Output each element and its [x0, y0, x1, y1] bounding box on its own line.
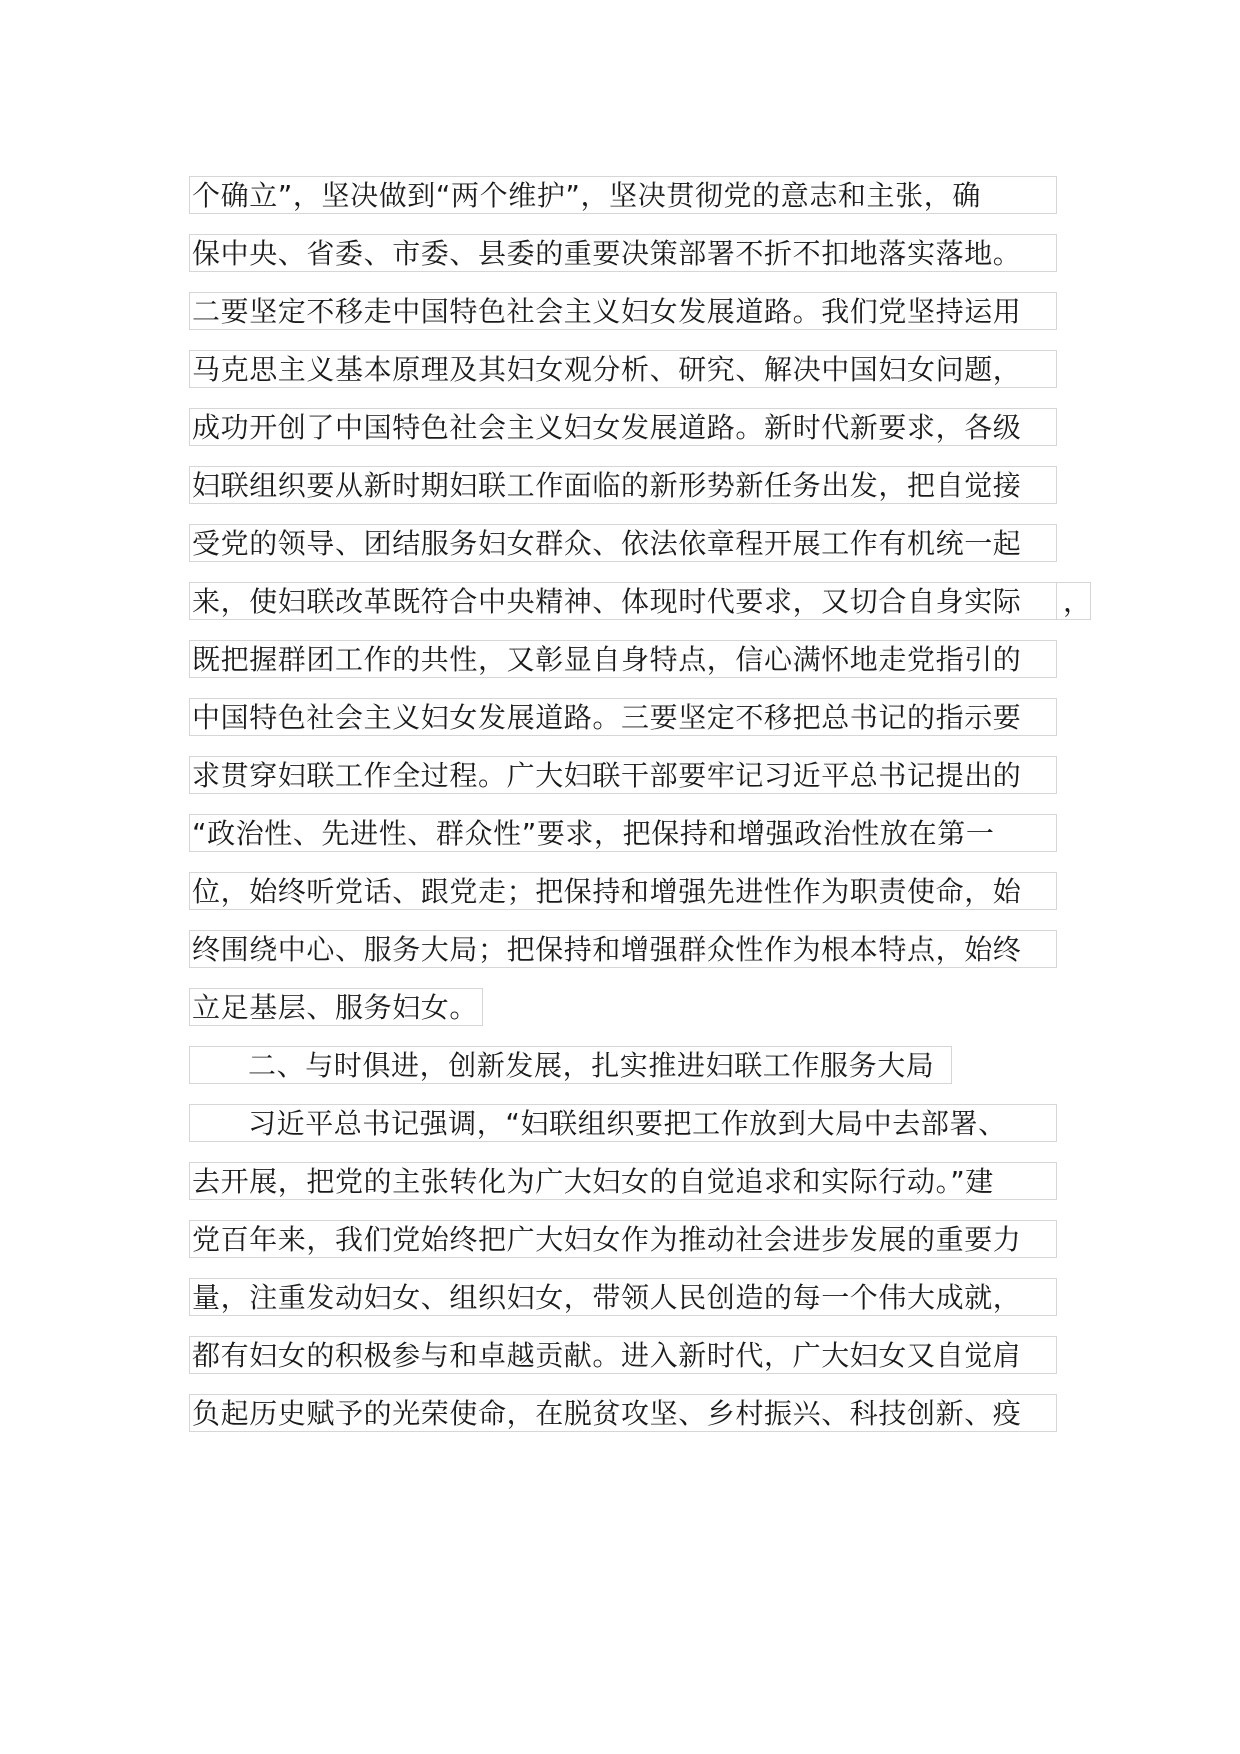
text-line-19: 党百年来，我们党始终把广大妇女作为推动社会进步发展的重要力	[189, 1220, 1057, 1258]
text-line-17: 习近平总书记强调，“妇联组织要把工作放到大局中去部署、	[189, 1104, 1057, 1142]
text-line-11: 求贯穿妇联工作全过程。广大妇联干部要牢记习近平总书记提出的	[189, 756, 1057, 794]
text-line-18: 去开展，把党的主张转化为广大妇女的自觉追求和实际行动。”建	[189, 1162, 1057, 1200]
text-line-5: 成功开创了中国特色社会主义妇女发展道路。新时代新要求，各级	[189, 408, 1057, 446]
text-line-12: “政治性、先进性、群众性”要求，把保持和增强政治性放在第一	[189, 814, 1057, 852]
text-line-14: 终围绕中心、服务大局；把保持和增强群众性作为根本特点，始终	[189, 930, 1057, 968]
text-line-2: 保中央、省委、市委、县委的重要决策部署不折不扣地落实落地。	[189, 234, 1057, 272]
text-line-20: 量，注重发动妇女、组织妇女，带领人民创造的每一个伟大成就，	[189, 1278, 1057, 1316]
section-heading: 二、与时俱进，创新发展，扎实推进妇联工作服务大局	[189, 1046, 952, 1084]
text-line-22: 负起历史赋予的光荣使命，在脱贫攻坚、乡村振兴、科技创新、疫	[189, 1394, 1057, 1432]
text-line-9: 既把握群团工作的共性，又彰显自身特点，信心满怀地走党指引的	[189, 640, 1057, 678]
text-line-13: 位，始终听党话、跟党走；把保持和增强先进性作为职责使命，始	[189, 872, 1057, 910]
text-line-10: 中国特色社会主义妇女发展道路。三要坚定不移把总书记的指示要	[189, 698, 1057, 736]
text-line-21: 都有妇女的积极参与和卓越贡献。进入新时代，广大妇女又自觉肩	[189, 1336, 1057, 1374]
text-line-3: 二要坚定不移走中国特色社会主义妇女发展道路。我们党坚持运用	[189, 292, 1057, 330]
text-line-15: 立足基层、服务妇女。	[189, 988, 483, 1026]
text-line-6: 妇联组织要从新时期妇联工作面临的新形势新任务出发，把自觉接	[189, 466, 1057, 504]
text-line-7: 受党的领导、团结服务妇女群众、依法依章程开展工作有机统一起	[189, 524, 1057, 562]
text-line-4: 马克思主义基本原理及其妇女观分析、研究、解决中国妇女问题，	[189, 350, 1057, 388]
overflow-punctuation: ，	[1057, 582, 1091, 620]
text-line-1: 个确立”，坚决做到“两个维护”，坚决贯彻党的意志和主张，确	[189, 176, 1057, 214]
text-line-8: 来，使妇联改革既符合中央精神、体现时代要求，又切合自身实际	[189, 582, 1057, 620]
